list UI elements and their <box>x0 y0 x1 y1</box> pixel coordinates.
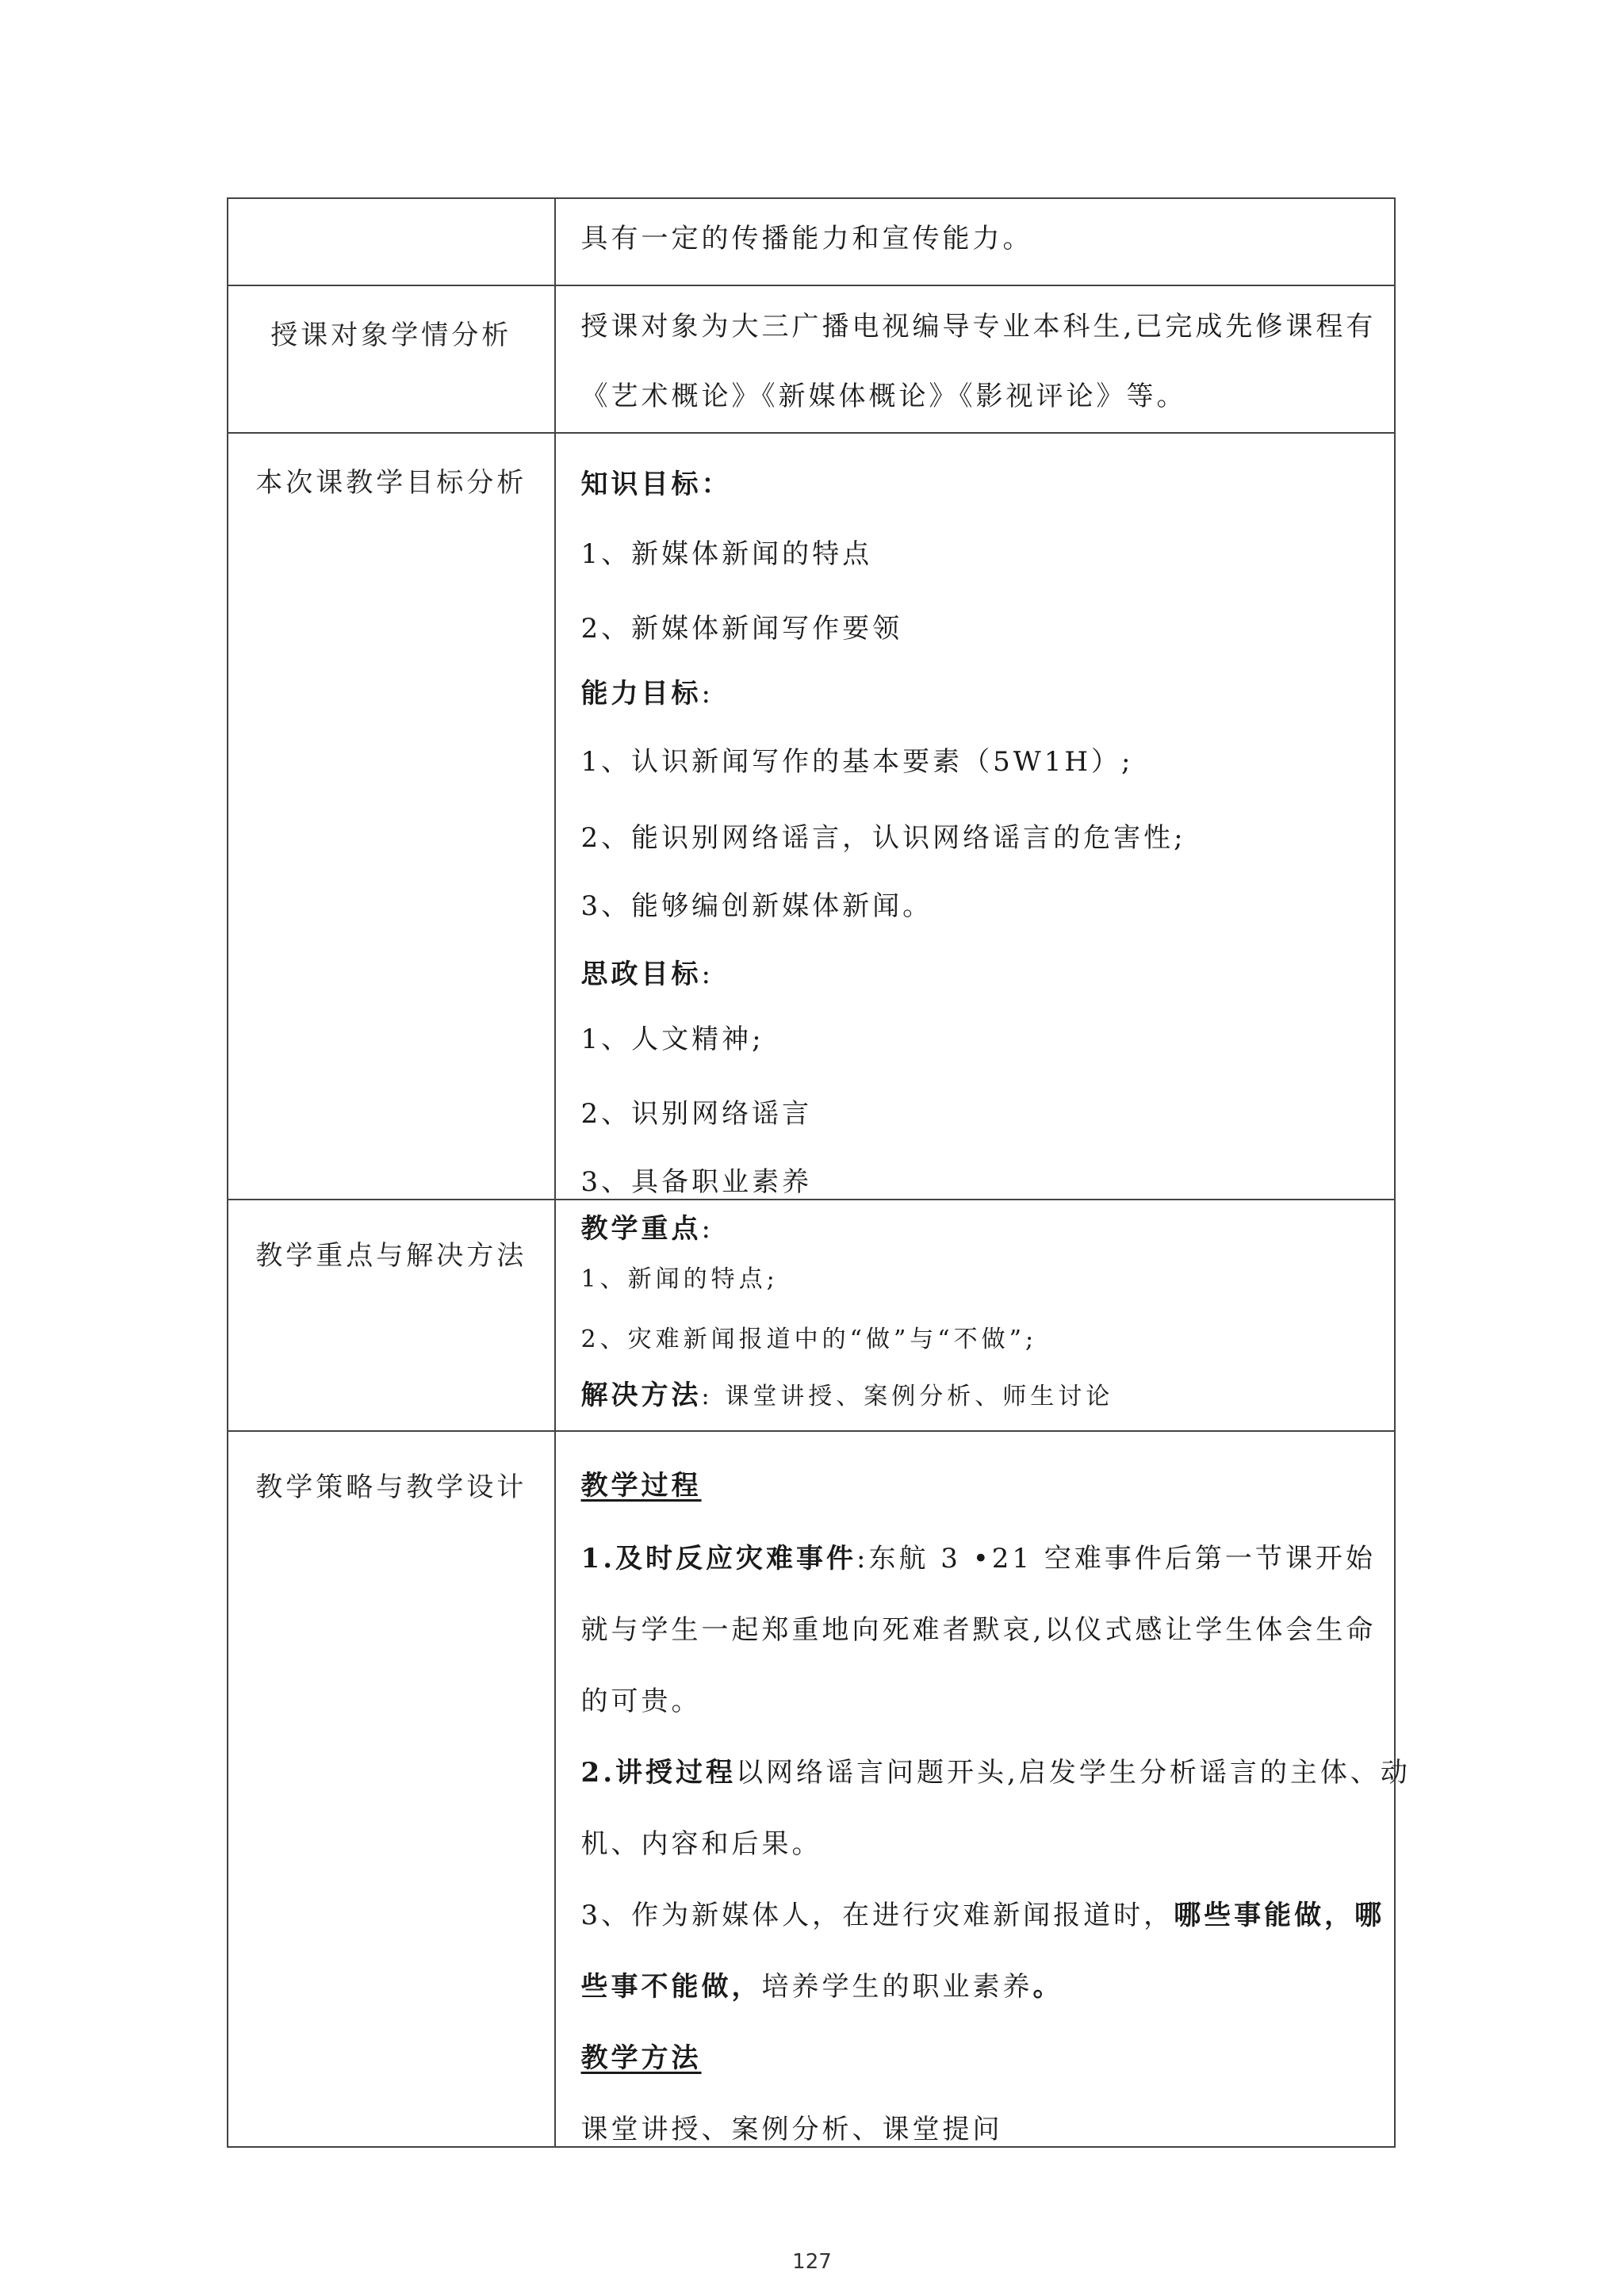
row-label-cell <box>228 433 555 1200</box>
content-line: 具有一定的传播能力和宣传能力。 <box>580 223 1033 254</box>
goal-item: 1、认识新闻写作的基本要素（5W1H）; <box>580 746 1134 778</box>
page-number: 127 <box>792 2250 832 2274</box>
key-point-item: 2、灾难新闻报道中的“做”与“不做”; <box>580 1326 1038 1353</box>
process-heading: 教学过程 <box>580 1470 702 1502</box>
row-content-cell <box>555 285 1395 433</box>
goal-heading-knowledge: 知识目标： <box>580 469 732 500</box>
table-row <box>228 198 1395 285</box>
row-label-cell <box>228 285 555 433</box>
goal-heading-ideology: 思政目标: <box>580 959 714 990</box>
key-point-item: 1、新闻的特点; <box>580 1265 779 1293</box>
row-label: 本次课教学目标分析 <box>255 467 527 499</box>
process-item-continued: 就与学生一起郑重地向死难者默哀,以仪式感让学生体会生命 <box>580 1614 1377 1646</box>
table-row <box>228 285 1395 433</box>
row-label: 授课对象学情分析 <box>270 320 512 351</box>
row-label: 教学重点与解决方法 <box>255 1240 527 1272</box>
goal-item: 1、人文精神; <box>580 1024 764 1055</box>
row-content-cell <box>555 433 1395 1200</box>
goal-item: 1、新媒体新闻的特点 <box>580 538 873 570</box>
goal-item: 2、识别网络谣言 <box>580 1098 813 1130</box>
row-label <box>228 199 554 223</box>
goal-item: 3、能够编创新媒体新闻。 <box>580 890 933 922</box>
process-item: 2.讲授过程以网络谣言问题开头,启发学生分析谣言的主体、动 <box>580 1757 1411 1789</box>
row-content-cell <box>555 198 1395 285</box>
table-row <box>228 1200 1395 1431</box>
goal-heading-ability: 能力目标: <box>580 678 714 710</box>
table-row <box>228 1431 1395 2147</box>
process-item-continued: 的可贵。 <box>580 1686 702 1717</box>
process-item: 3、作为新媒体人，在进行灾难新闻报道时，哪些事能做，哪 <box>580 1900 1385 1931</box>
process-item: 1.及时反应灾难事件:东航 3 •21 空难事件后第一节课开始 <box>580 1543 1376 1575</box>
method-heading: 教学方法 <box>580 2042 702 2074</box>
key-point-heading: 教学重点: <box>580 1213 714 1245</box>
content-line: 《艺术概论》《新媒体概论》《影视评论》等。 <box>580 381 1187 412</box>
row-content-cell <box>555 1200 1395 1431</box>
table-row <box>228 433 1395 1200</box>
process-item-continued: 些事不能做，培养学生的职业素养。 <box>580 1971 1063 2003</box>
row-label-cell <box>228 1200 555 1431</box>
content-line: 授课对象为大三广播电视编导专业本科生,已完成先修课程有 <box>580 311 1377 342</box>
solution-method: 解决方法: 课堂讲授、案例分析、师生讨论 <box>580 1380 1114 1411</box>
goal-item: 3、具备职业素养 <box>580 1166 813 1198</box>
row-label: 教学策略与教学设计 <box>255 1471 527 1503</box>
lesson-plan-table <box>227 197 1411 2148</box>
row-label-cell <box>228 1431 555 2147</box>
method-list: 课堂讲授、案例分析、课堂提问 <box>580 2114 1003 2145</box>
process-item-continued: 机、内容和后果。 <box>580 1828 822 1860</box>
goal-item: 2、新媒体新闻写作要领 <box>580 613 903 645</box>
row-label-cell <box>228 198 555 285</box>
goal-item: 2、能识别网络谣言，认识网络谣言的危害性; <box>580 822 1186 854</box>
row-content-cell <box>555 1431 1411 2147</box>
